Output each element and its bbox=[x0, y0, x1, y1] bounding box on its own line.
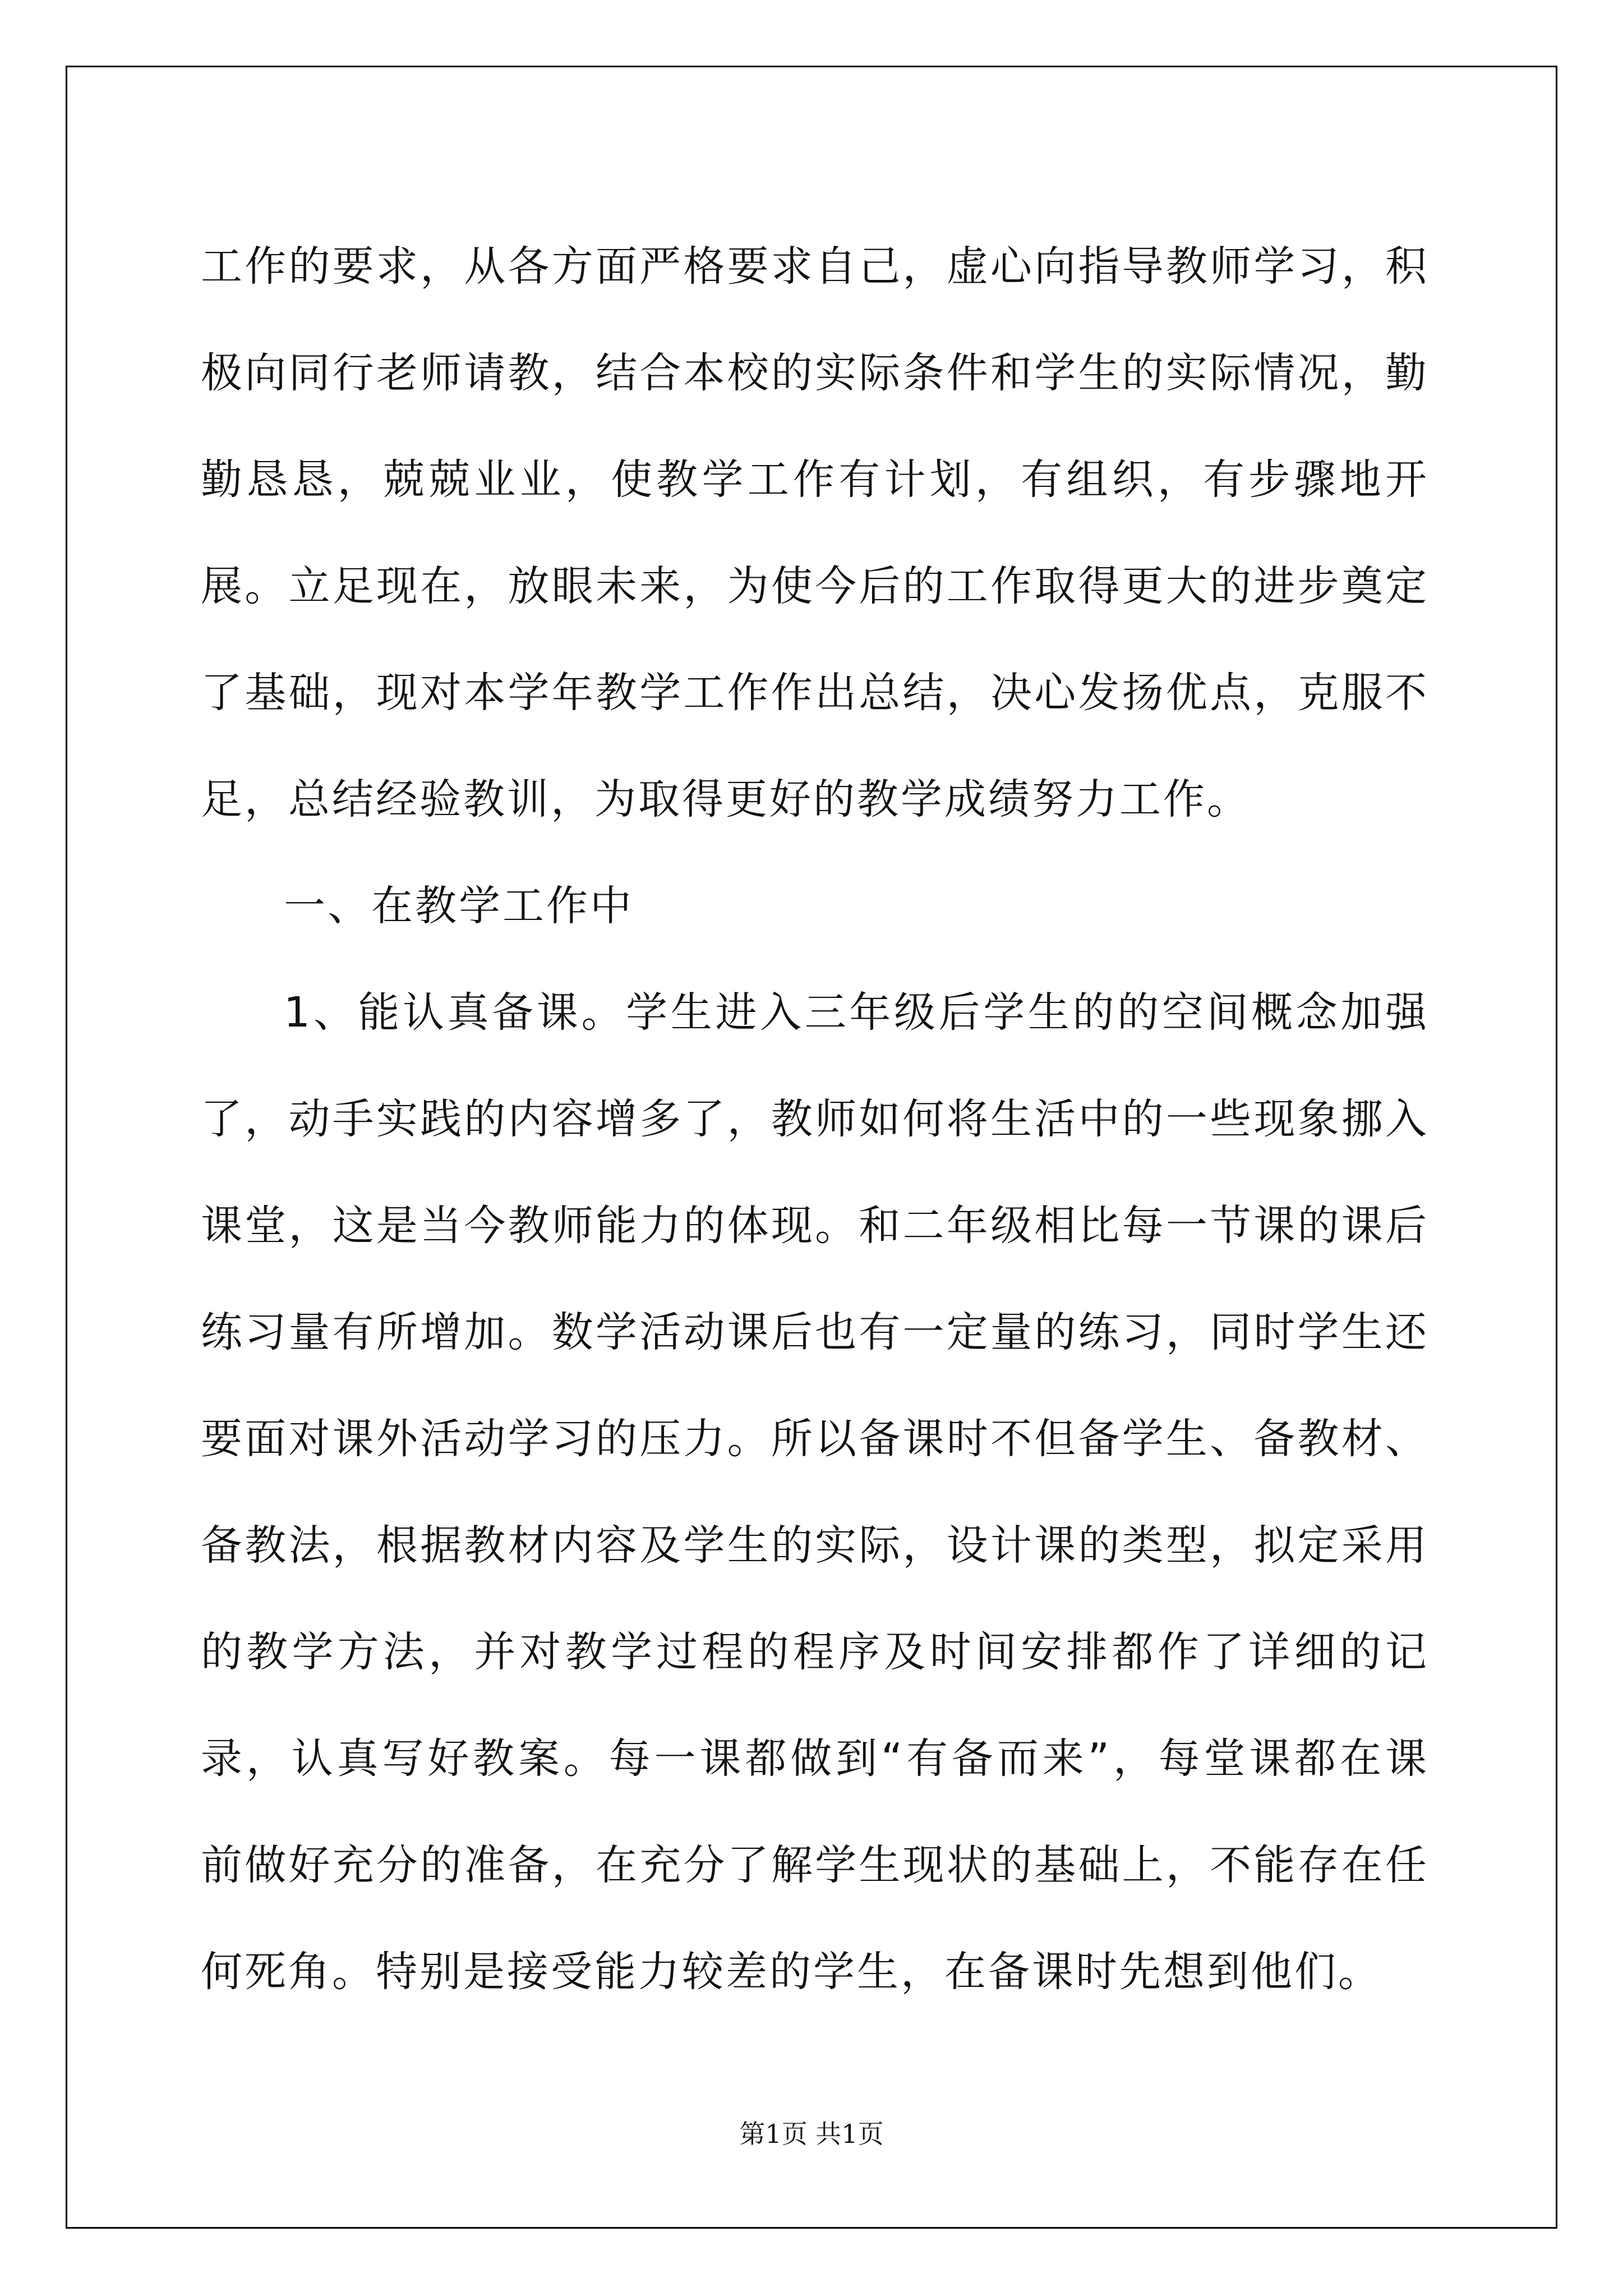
section-heading: 一、在教学工作中 bbox=[284, 882, 634, 930]
document-body bbox=[201, 213, 1429, 2025]
page-footer: 第1页 共1页 bbox=[739, 2119, 884, 2149]
paragraph-lesson-prep: 1、能认真备课。学生进入三年级后学生的的空间概念加强了，动手实践的内容增多了，教师如何将生活中的一些现象挪入课堂，这是当今教师能力的体现。和二年级相比每一节课的课后练习量有所增加。数学活动课后也有一定量的练习，同时学生还要面对课外活动学习的压力。所以备课时不但备学生、备教材、备教法，根据教材内容及学生的实际，设计课的类型，拟定采用的教学方法，并对教学过程的程序及时间安排都作了详细的记录，认真写好教案。每一课都做到“有备而来”，每堂课都在课前做好充分的准备，在充分了解学生现状的基础上，不能存在任何死角。特别是接受能力较差的学生，在备课时先想到他们。 bbox=[201, 988, 1429, 1996]
paragraph-intro: 工作的要求，从各方面严格要求自己，虚心向指导教师学习，积极向同行老师请教，结合本校的实际条件和学生的实际情况，勤勤恳恳，兢兢业业，使教学工作有计划，有组织，有步骤地开展。立足现在，放眼未来，为使今后的工作取得更大的进步奠定了基础，现对本学年教学工作作出总结，决心发扬优点，克服不足，总结经验教训，为取得更好的教学成绩努力工作。 bbox=[201, 242, 1429, 823]
